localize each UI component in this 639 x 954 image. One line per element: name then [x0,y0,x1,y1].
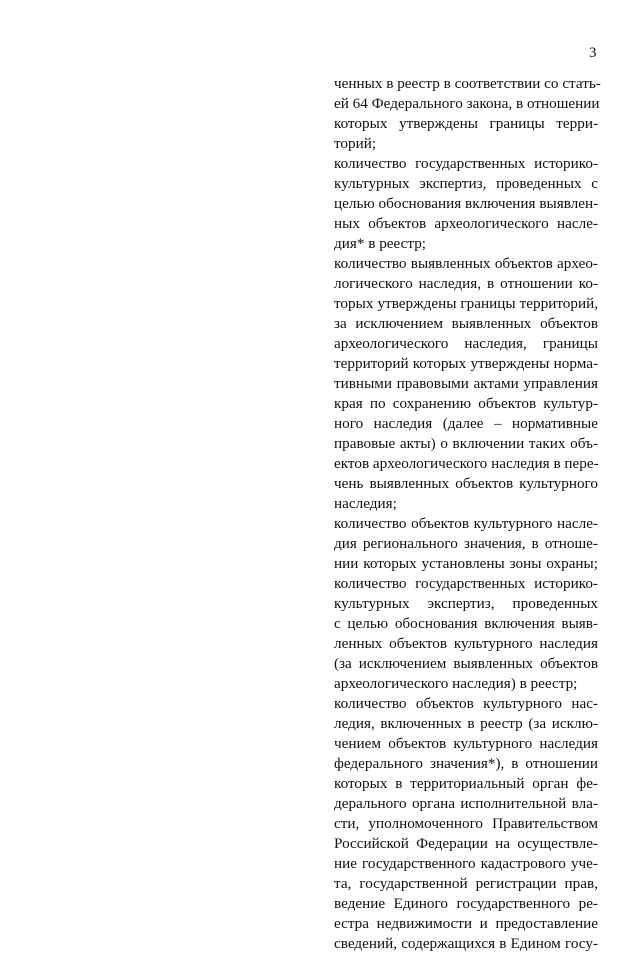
text-line: количество государственных историко- [334,155,598,172]
text-line: тивными правовыми актами управления [334,375,598,392]
text-line: количество объектов культурного нас- [334,695,598,712]
text-line: ных объектов археологического насле- [334,215,598,232]
text-line: ленных объектов культурного наследия [334,635,598,652]
text-line: сведений, содержащихся в Едином госу- [334,935,598,952]
text-line: ного наследия (далее – нормативные [334,415,598,432]
text-line: которых в территориальный орган фе- [334,775,598,792]
text-line: целью обоснования включения выявлен- [334,195,599,212]
text-line: археологического наследия) в реестр; [334,675,578,692]
text-line: количество выявленных объектов архео- [334,255,598,272]
text-line: культурных экспертиз, проведенных с [334,175,598,192]
text-line: дия* в реестр; [334,235,427,252]
text-line: правовые акты) о включении таких объ- [334,435,598,452]
text-line: культурных экспертиз, проведенных [334,595,598,612]
page-number: 3 [589,45,597,61]
document-text-column [334,74,601,954]
text-line: торий; [334,135,377,152]
text-line: ченных в реестр в соответствии со стать- [334,75,601,92]
text-line: края по сохранению объектов культур- [334,395,598,412]
text-line: территорий которых утверждены норма- [334,355,598,372]
text-line: которых утверждены границы терри- [334,115,598,132]
text-line: количество объектов культурного насле- [334,515,598,532]
text-line: сти, уполномоченного Правительством [334,815,598,832]
text-line: федерального значения*), в отношении [334,755,598,772]
text-line: ей 64 Федерального закона, в отношении [334,95,600,112]
text-line: нии которых установлены зоны охраны; [334,555,598,572]
text-line: естра недвижимости и предоставление [334,915,598,932]
text-line: та, государственной регистрации прав, [334,875,598,892]
text-line: торых утверждены границы территорий, [334,295,598,312]
text-line: археологического наследия, границы [334,335,598,352]
text-line: чением объектов культурного наследия [334,735,598,752]
text-line: наследия; [334,495,397,512]
text-line: Российской Федерации на осуществле- [334,835,598,852]
text-line: за исключением выявленных объектов [334,315,598,332]
text-line: логического наследия, в отношении ко- [334,275,598,292]
text-line: ведение Единого государственного ре- [334,895,598,912]
text-line: количество государственных историко- [334,575,598,592]
text-line: ние государственного кадастрового уче- [334,855,598,872]
text-line: (за исключением выявленных объектов [334,655,598,672]
text-line: с целью обоснования включения выяв- [334,615,598,632]
text-line: ектов археологического наследия в пере- [334,455,599,472]
text-line: дия регионального значения, в отноше- [334,535,598,552]
text-line: чень выявленных объектов культурного [334,475,598,492]
text-line: дерального органа исполнительной вла- [334,795,598,812]
text-line: ледия, включенных в реестр (за исклю- [334,715,598,732]
